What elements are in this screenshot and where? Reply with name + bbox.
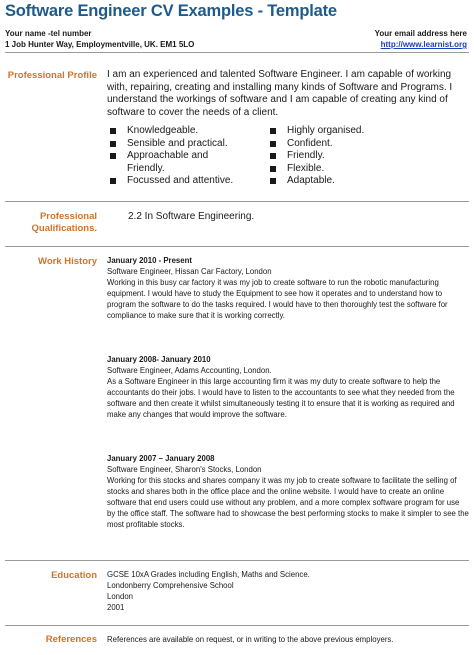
- list-item: Focussed and attentive.: [107, 175, 267, 188]
- website-link[interactable]: http://www.learnist.org: [380, 40, 467, 49]
- divider-profile: [5, 201, 469, 202]
- skills-list-right: [267, 125, 467, 188]
- education-line: GCSE 10xA Grades including English, Maths and Science.: [107, 570, 310, 579]
- job-description: Working for this stocks and shares company it was my job to create software to facilitate the selling of stocks and shares both in the office place and the online website. I would have to create an online software that end users could use without any problem, and a more complex software program for use by the office staff. The software had to showcase the best performing stocks to make it simpler to see the most profitable stocks.: [107, 476, 469, 529]
- list-item: Confident.: [267, 138, 467, 151]
- list-item: Adaptable.: [267, 175, 467, 188]
- education-line: London: [107, 592, 134, 601]
- education-details: [107, 569, 310, 613]
- divider-education: [5, 625, 469, 626]
- education-line: Londonberry Comprehensive School: [107, 581, 234, 590]
- references-text: References are available on request, or in writing to the above previous employers.: [107, 635, 394, 644]
- list-item: Knowledgeable.: [107, 125, 267, 138]
- cv-title: Software Engineer CV Examples - Template: [5, 2, 337, 20]
- list-item: Friendly.: [267, 150, 467, 163]
- list-item: Flexible.: [267, 163, 467, 176]
- job-description: Working in this busy car factory it was my job to create software to run the robotic manufacturing equipment. I would have to study the Equipment to see how it operates and to understand how to program the software to do the tasks required. I would have to then thoroughly test the software for compliance to make sure that it is working correctly.: [107, 278, 448, 320]
- work-label: Work History: [38, 256, 97, 267]
- name-tel: Your name -tel number: [5, 29, 92, 38]
- divider-top: [5, 52, 469, 53]
- contact-left: [5, 28, 194, 50]
- email: Your email address here: [374, 29, 467, 38]
- job-date: January 2008- January 2010: [107, 355, 211, 364]
- skills-bullets: [107, 125, 467, 188]
- job-date: January 2010 - Present: [107, 256, 192, 265]
- job-role: Software Engineer, Sharon's Stocks, London: [107, 465, 262, 474]
- job-description: As a Software Engineer in this large accounting firm it was my duty to create software to help the accountants do their jobs. I would have to listen to the accountants to see what they needed from the software and then create it whilst simultaneously testing it to ensure that it is working as required and make any changes that would improve the software.: [107, 377, 455, 419]
- list-item: Approachable and Friendly.: [107, 150, 227, 175]
- list-item: Sensible and practical.: [107, 138, 267, 151]
- skills-list-left: [107, 125, 267, 188]
- contact-right: [375, 28, 467, 50]
- job-entry: [107, 453, 469, 530]
- job-date: January 2007 – January 2008: [107, 454, 215, 463]
- divider-qualifications: [5, 246, 469, 247]
- divider-work: [5, 560, 469, 561]
- profile-label: Professional Profile: [7, 70, 97, 81]
- job-role: Software Engineer, Adams Accounting, London.: [107, 366, 272, 375]
- address: 1 Job Hunter Way, Employmentville, UK. EM1 5LO: [5, 40, 195, 49]
- job-role: Software Engineer, Hissan Car Factory, London: [107, 267, 272, 276]
- education-label: Education: [51, 570, 97, 581]
- qualifications-label-line1: Professional: [39, 211, 97, 222]
- references-label: References: [45, 634, 97, 645]
- profile-text: I am an experienced and talented Software Engineer. I am capable of working with, repairing, creating and installing many kinds of Software and Programs. I understand the workings of software and I am capable of creating any kind of software to cover the needs of a client.: [107, 69, 453, 118]
- qualifications-text: 2.2 In Software Engineering.: [128, 211, 255, 222]
- qualifications-label-line2: Qualifications.: [31, 223, 97, 234]
- education-line: 2001: [107, 603, 125, 612]
- job-entry: [107, 354, 469, 420]
- qualifications-label: [5, 211, 97, 235]
- list-item: Highly organised.: [267, 125, 467, 138]
- job-entry: [107, 255, 469, 321]
